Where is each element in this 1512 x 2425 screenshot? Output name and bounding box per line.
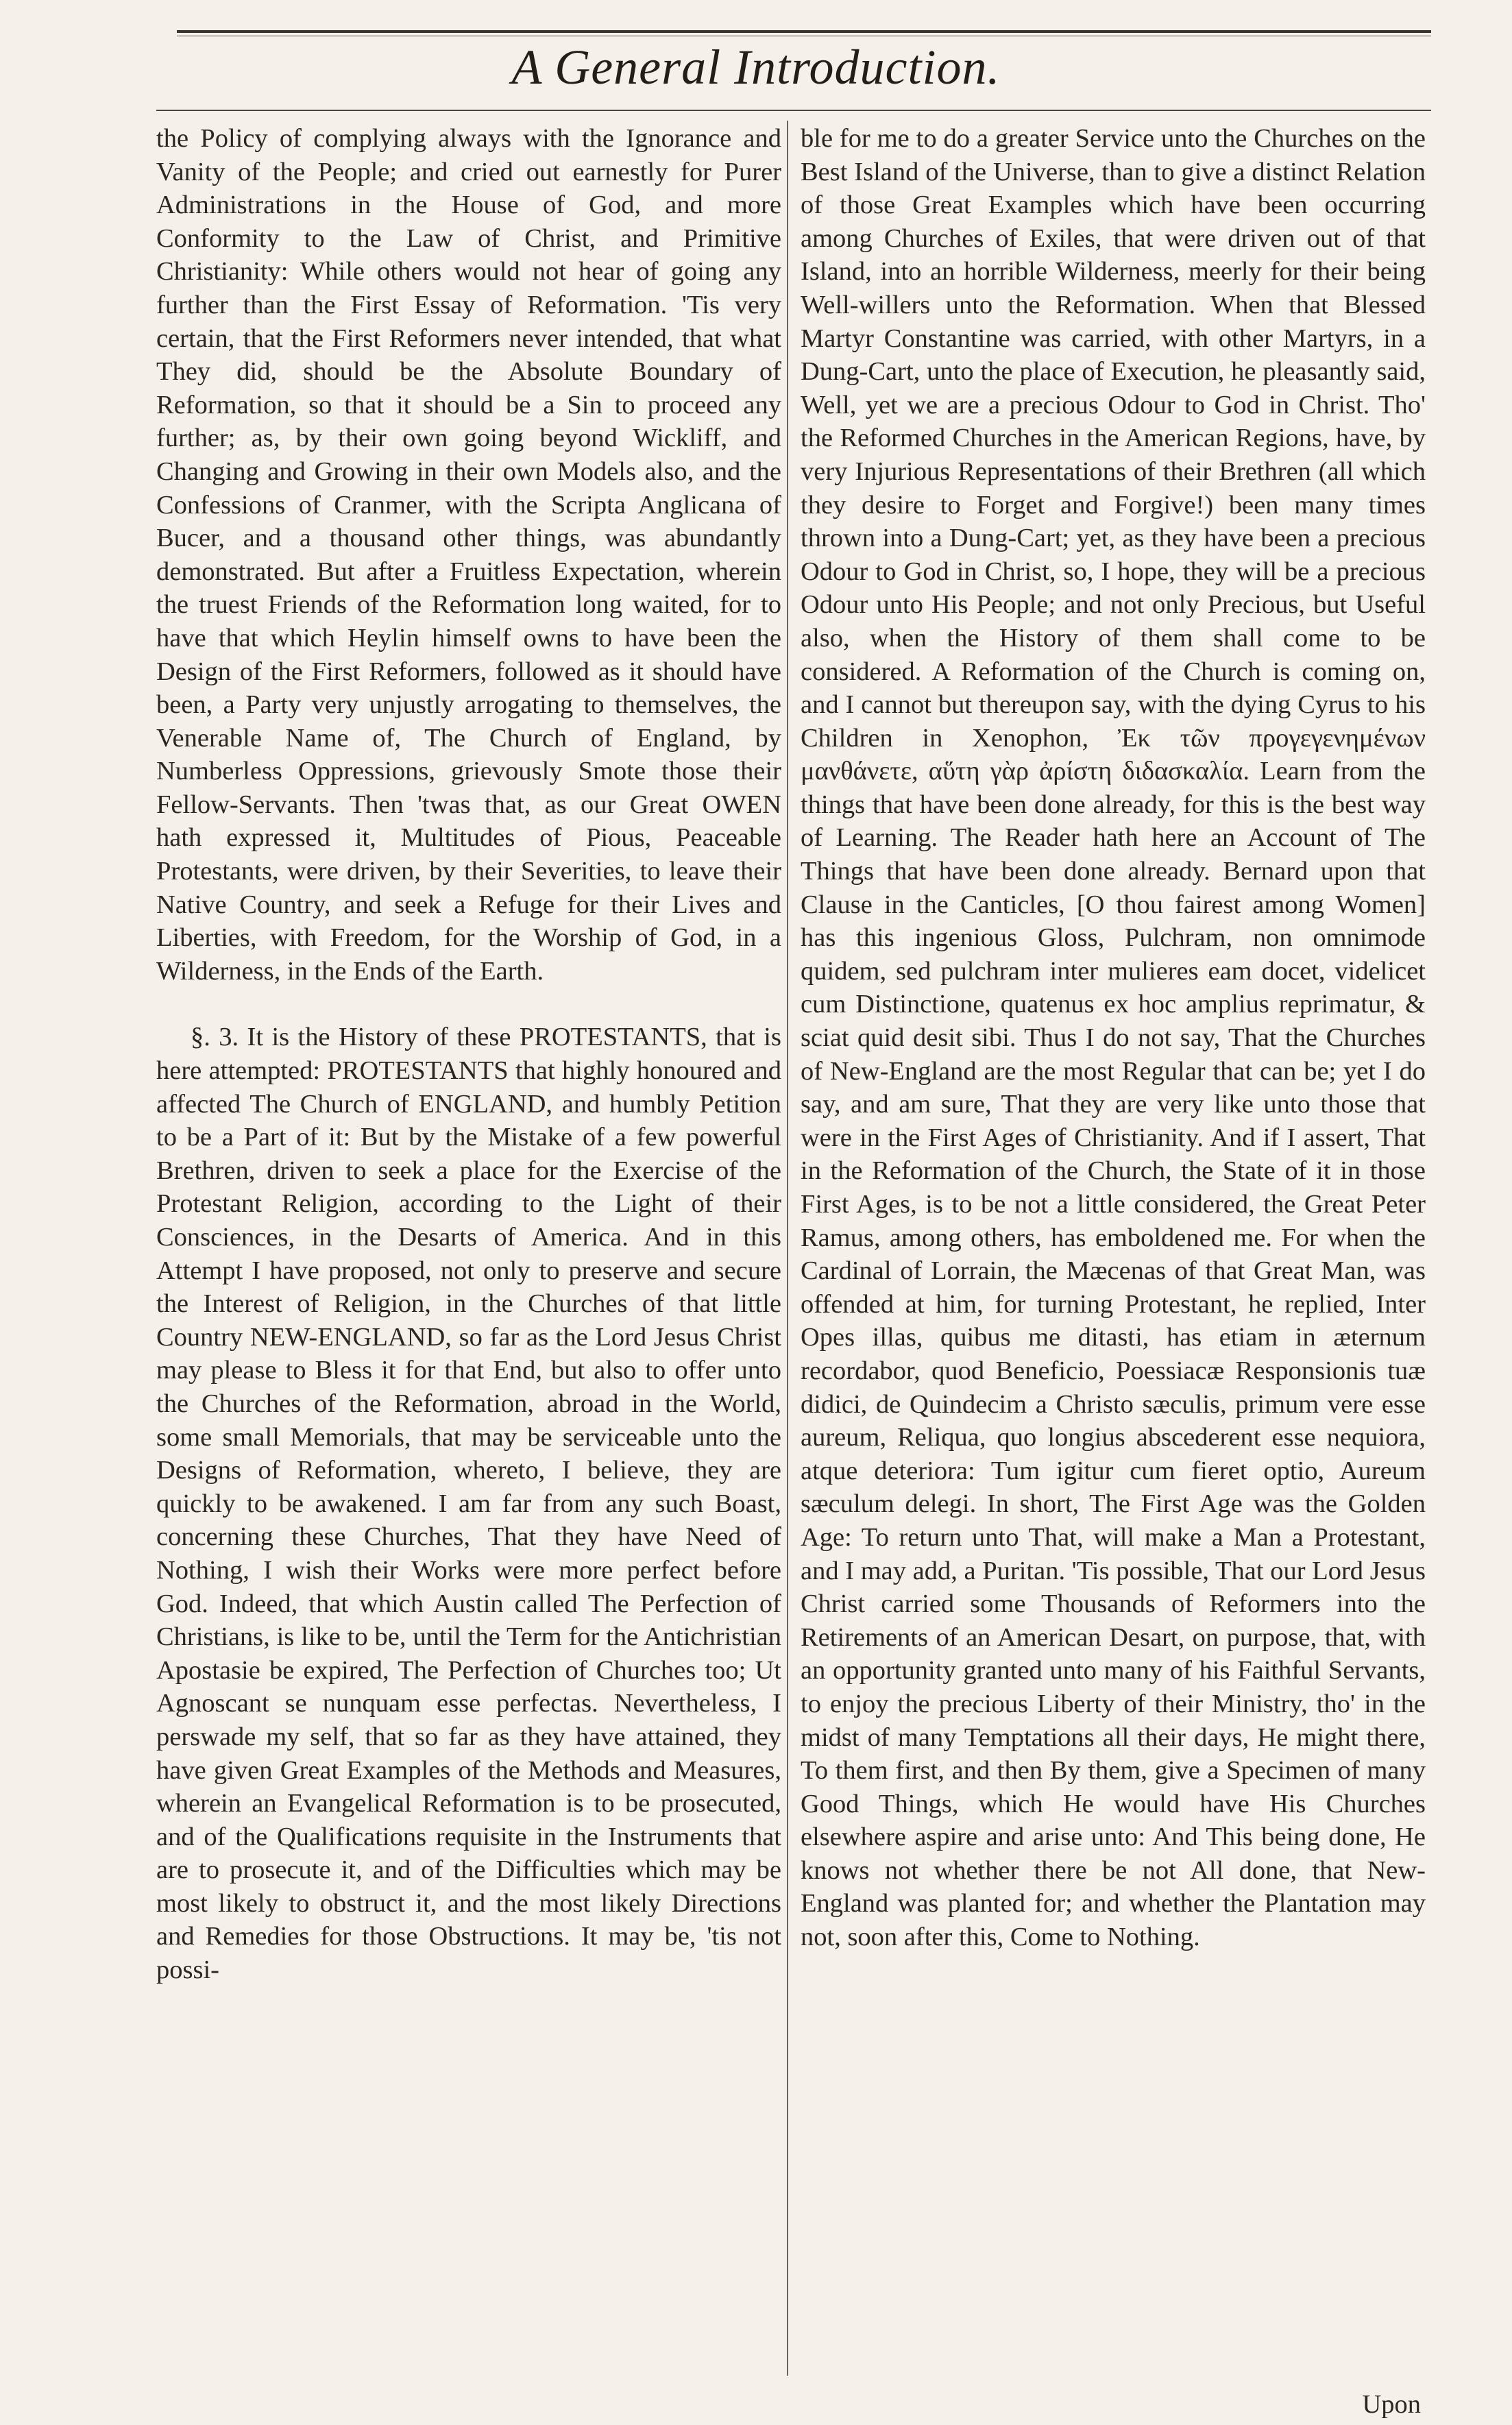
catchword: Upon	[1362, 2390, 1421, 2419]
header-rule	[156, 110, 1431, 111]
right-paragraph-1: ble for me to do a greater Service unto the Churches on the Best Island of the Universe, than to give a distinct Relation of those Great Examples which have been occurring among Churches of Exiles, that were driven out of that Island, into an horrible Wilderness, meerly for their being Well-willers unto the Reformation. When that Blessed Martyr Constantine was carried, with other Martyrs, in a Dung-Cart, unto the place of Execution, he pleasantly said, Well, yet we are a precious Odour to God in Christ. Tho' the Reformed Churches in the American Regions, have, by very Injurious Representations of their Brethren (all which they desire to Forget and Forgive!) been many times thrown into a Dung-Cart; yet, as they have been a precious Odour to God in Christ, so, I hope, they will be a precious Odour unto His People; and not only Precious, but Useful also, when the History of them shall come to be considered. A Reformation of the Church is coming on, and I cannot but thereupon say, with the dying Cyrus to his Children in Xenophon, Ἐκ τῶν προγεγενημένων μανθάνετε, αὕτη γὰρ ἀρίστη διδασκαλία. Learn from the things that have been done already, for this is the best way of Learning. The Reader hath here an Account of The Things that have been done already. Bernard upon that Clause in the Canticles, [O thou fairest among Women] has this ingenious Gloss, Pulchram, non omnimode quidem, sed pulchram inter mulieres eam docet, videlicet cum Distinctione, quatenus ex hoc amplius reprimatur, & sciat quid desit sibi. Thus I do not say, That the Churches of New-England are the most Regular that can be; yet I do say, and am sure, That they are very like unto those that were in the First Ages of Christianity. And if I assert, That in the Reformation of the Church, the State of it in those First Ages, is to be not a little considered, the Great Peter Ramus, among others, has emboldened me. For when the Cardinal of Lorrain, the Mæcenas of that Great Man, was offended at him, for turning Protestant, he replied, Inter Opes illas, quibus me ditasti, has etiam in æternum recordabor, quod Beneficio, Poessiacæ Responsionis tuæ didici, de Quindecim a Christo sæculis, primum vere esse aureum, Reliqua, quo longius abscederent esse nequiora, atque deteriora: Tum igitur cum fieret optio, Aureum sæculum delegi. In short, The First Age was the Golden Age: To return unto That, will make a Man a Protestant, and I may add, a Puritan. 'Tis possible, That our Lord Jesus Christ carried some Thousands of Reformers into the Retirements of an American Desart, on purpose, that, with an opportunity granted unto many of his Faithful Servants, to enjoy the precious Liberty of their Ministry, tho' in the midst of many Temptations all their days, He might there, To them first, and then By them, give a Specimen of many Good Things, which He would have His Churches elsewhere aspire and arise unto: And This being done, He knows not whether there be not All done, that New-England was planted for; and whether the Plantation may not, soon after this, Come to Nothing.	[801, 124, 1426, 1952]
left-paragraph-1: the Policy of complying always with the Ignorance and Vanity of the People; and cried out earnestly for Purer Administrations in the House of God, and more Conformity to the Law of Christ, and Primitive Christianity: While others would not hear of going any further than the First Essay of Reformation. 'Tis very certain, that the First Reformers never intended, that what They did, should be the Absolute Boundary of Reformation, so that it should be a Sin to proceed any further; as, by their own going beyond Wickliff, and Changing and Growing in their own Models also, and the Confessions of Cranmer, with the Scripta Anglicana of Bucer, and a thousand other things, was abundantly demonstrated. But after a Fruitless Expectation, wherein the truest Friends of the Reformation long waited, for to have that which Heylin himself owns to have been the Design of the First Reformers, followed as it should have been, a Party very unjustly arrogating to themselves, the Venerable Name of, The Church of England, by Numberless Oppressions, grievously Smote those their Fellow-Servants. Then 'twas that, as our Great OWEN hath expressed it, Multitudes of Pious, Peaceable Protestants, were driven, by their Severities, to leave their Native Country, and seek a Refuge for their Lives and Liberties, with Freedom, for the Worship of God, in a Wilderness, in the Ends of the Earth.	[156, 124, 781, 986]
column-divider	[787, 121, 788, 2376]
left-paragraph-2: §. 3. It is the History of these PROTESTANTS, that is here attempted: PROTESTANTS that highly honoured and affected The Church of ENGLAND, and humbly Petition to be a Part of it: But by the Mistake of a few powerful Brethren, driven to seek a place for the Exercise of the Protestant Religion, according to the Light of their Consciences, in the Desarts of America. And in this Attempt I have proposed, not only to preserve and secure the Interest of Religion, in the Churches of that little Country NEW-ENGLAND, so far as the Lord Jesus Christ may please to Bless it for that End, but also to offer unto the Churches of the Reformation, abroad in the World, some small Memorials, that may be serviceable unto the Designs of Reformation, whereto, I believe, they are quickly to be awakened. I am far from any such Boast, concerning these Churches, That they have Need of Nothing, I wish their Works were more perfect before God. Indeed, that which Austin called The Perfection of Christians, is like to be, until the Term for the Antichristian Apostasie be expired, The Perfection of Churches too; Ut Agnoscant se nunquam esse perfectas. Nevertheless, I perswade my self, that so far as they have attained, they have given Great Examples of the Methods and Measures, wherein an Evangelical Reformation is to be prosecuted, and of the Qualifications requisite in the Instruments that are to prosecute it, and of the Difficulties which may be most likely to obstruct it, and the most likely Directions and Remedies for those Obstructions. It may be, 'tis not possi-	[156, 1023, 781, 1985]
running-title: A General Introduction.	[511, 40, 1001, 95]
left-column	[156, 122, 781, 2411]
right-column	[801, 122, 1426, 2411]
